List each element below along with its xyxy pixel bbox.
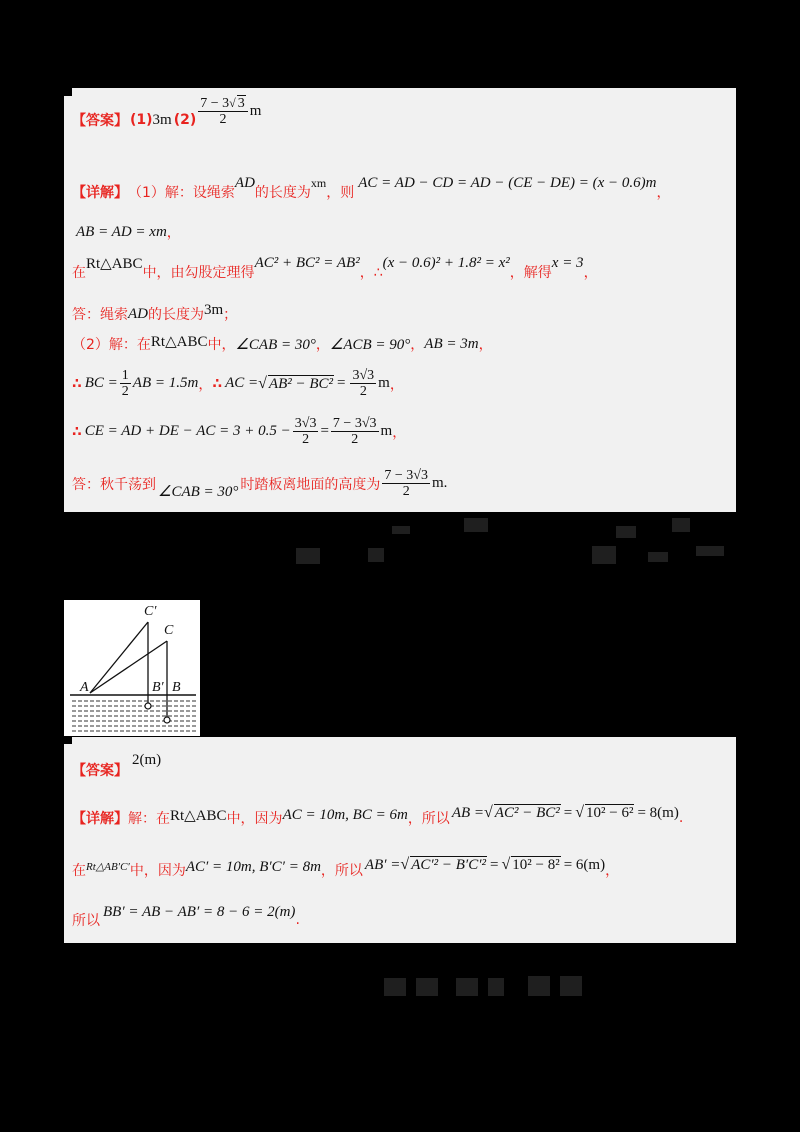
answer-label: 【答案】 <box>72 113 128 129</box>
answer-line-2 <box>72 751 162 780</box>
noise-artifact <box>672 518 690 532</box>
detail-line-7: ∴ CE = AD + DE − AC = 3 + 0.5 − $\frac{3√3}{2}$ = $\frac{7 - 3√3}{2}$ m ， <box>72 416 407 447</box>
noise-artifact <box>616 526 636 538</box>
detail-line-6: ∴ BC = $\frac{1}{2}$ AB = 1.5m ， ∴ AC = √ AB² − BC² = $\frac{3√3}{2}$ m ， <box>72 368 404 399</box>
label-c-prime: C′ <box>144 604 157 619</box>
noise-artifact <box>592 546 616 564</box>
solution-box-1 <box>64 88 736 512</box>
label-c: C <box>164 623 174 638</box>
part2-unit: m <box>249 102 262 119</box>
noise-artifact <box>384 978 406 996</box>
detail-line-3: 在 Rt△ABC 中，由勾股定理得 AC² + BC² = AB² ，∴ (x − 0.6)² + 1.8² = x² ，解得 x = 3 ， <box>72 254 598 281</box>
part1-value: 3m <box>152 111 172 128</box>
label-a: A <box>80 680 89 695</box>
answer-line-1 <box>72 96 262 136</box>
swing-diagram <box>64 600 200 736</box>
part1-label: (1) <box>130 112 153 128</box>
p2-detail-line-1: 【详解】 解：在 Rt△ABC 中，因为 AC = 10m, BC = 6m ，所以 AB = √ AC² − BC² = √ 10² − 6² = 8(m) . <box>72 804 684 827</box>
noise-artifact <box>368 548 384 562</box>
box-notch <box>64 737 72 744</box>
noise-artifact <box>392 526 410 534</box>
detail-label: 【详解】 <box>72 811 128 827</box>
detail-line-1: 【详解】 （1）解：设绳索 AD 的长度为 xm ，则 AC = AD − CD = AD − (CE − DE) = (x − 0.6)m ， <box>72 174 671 201</box>
detail-label: 【详解】 <box>72 185 128 201</box>
label-b: B <box>172 680 181 695</box>
detail-line-5: （2）解：在 Rt△ABC 中， ∠CAB = 30° ， ∠ACB = 90° ， AB = 3m ， <box>72 333 493 353</box>
noise-artifact <box>456 978 478 996</box>
answer-label: 【答案】 <box>72 763 128 779</box>
box-notch <box>64 88 72 96</box>
detail-line-4: 答：绳索 AD 的长度为 3m ； <box>72 301 238 323</box>
detail-line-2: AB = AD = xm ， <box>76 223 181 241</box>
p2-detail-line-2: 在 Rt△AB′C′ 中，因为 AC′ = 10m, B′C′ = 8m ，所以 AB′ = √ AC′² − B′C′² = √ 10² − 8² = 6(m) ， <box>72 856 620 879</box>
noise-artifact <box>648 552 668 562</box>
noise-artifact <box>416 978 438 996</box>
label-b-prime: B′ <box>152 680 164 695</box>
part2-fraction: $\frac{7 - 3√ 3}{2}$ <box>198 95 248 127</box>
answer-value: 2(m) <box>132 751 162 768</box>
triangle-diagram-svg <box>64 600 200 736</box>
noise-artifact <box>488 978 504 996</box>
noise-artifact <box>464 518 488 532</box>
noise-artifact <box>528 976 550 996</box>
p2-detail-line-3: 所以 BB′ = AB − AB′ = 8 − 6 = 2(m) . <box>72 903 300 929</box>
part2-label: (2) <box>173 112 197 128</box>
noise-artifact <box>560 976 582 996</box>
noise-artifact <box>696 546 724 556</box>
detail-line-8: 答：秋千荡到 ∠CAB = 30° 时踏板离地面的高度为 $\frac{7 - 3√3}{2}$ m . <box>72 468 448 500</box>
noise-artifact <box>296 548 320 564</box>
